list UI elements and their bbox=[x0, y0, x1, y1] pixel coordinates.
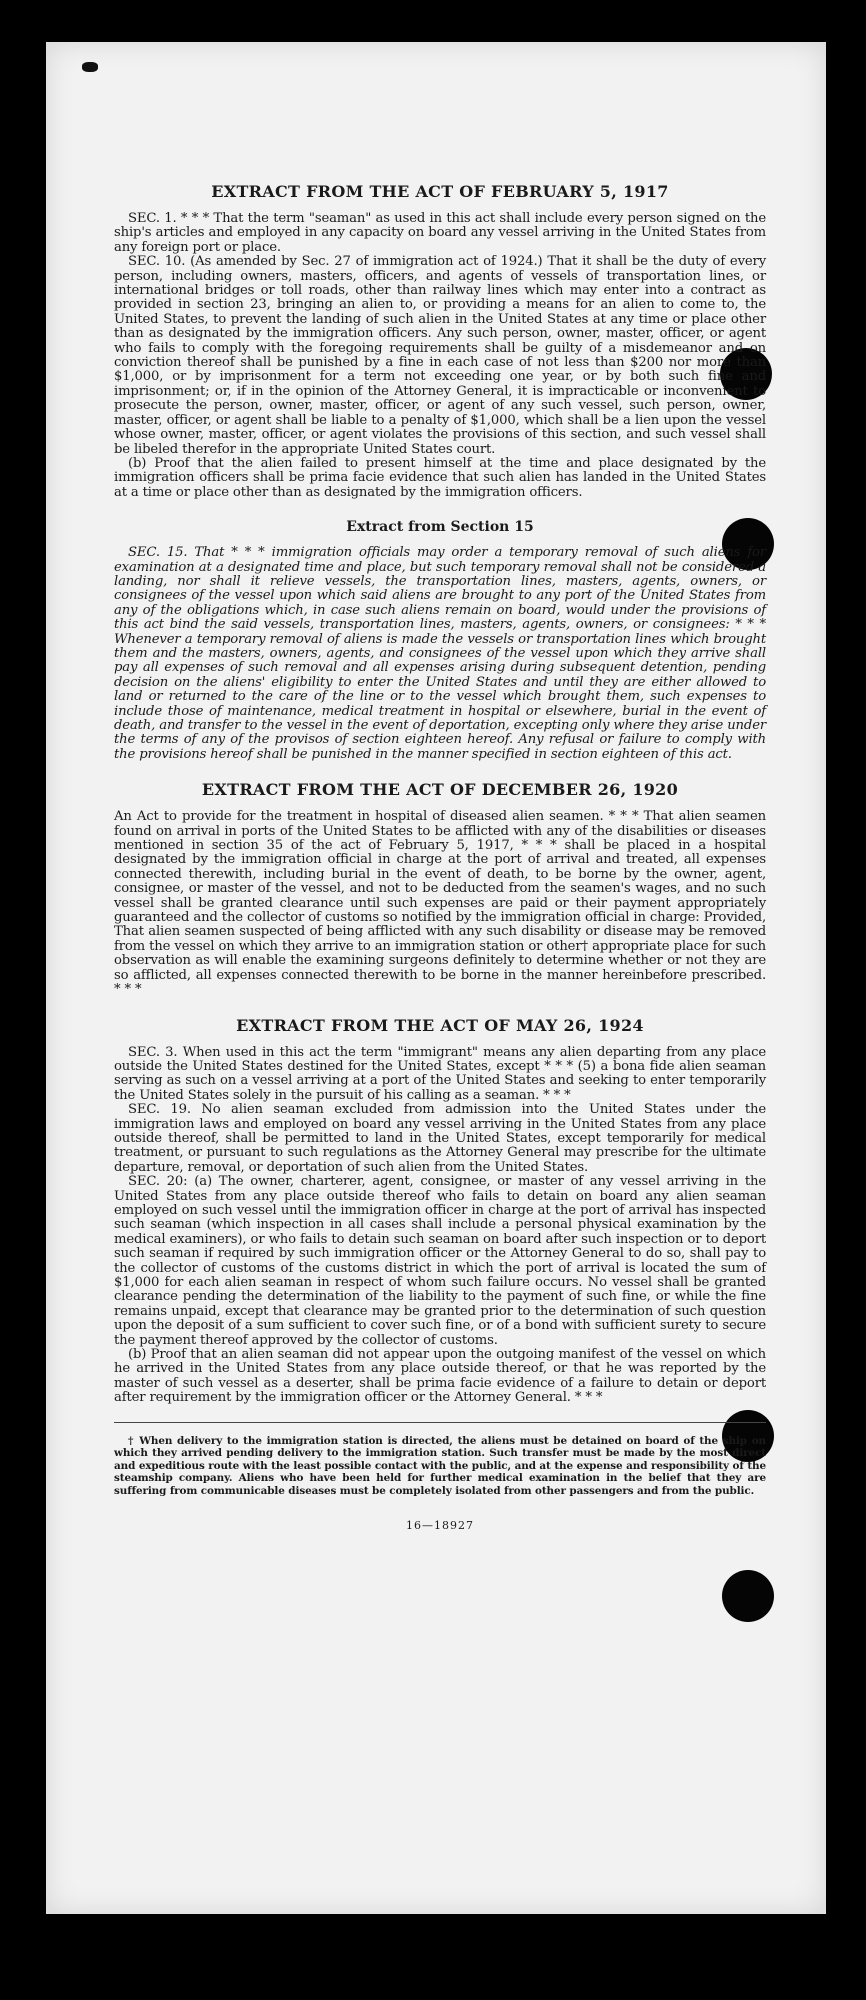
footnote: † When delivery to the immigration station is directed, the aliens must be detained on board of the ship on which they arrived pending delivery to the immigration station. Such transfer must be made by the most direct and expeditious route with the least possible contact with the public, and at the expense and responsibility of the steamship company. Aliens who have been held for further medical examination in the belief that they are suffering from communicable diseases must be completely isolated from other passengers and from the public. bbox=[114, 1434, 766, 1497]
punch-hole-4 bbox=[722, 1570, 774, 1622]
footnote-divider bbox=[114, 1422, 766, 1423]
paragraph-sec-10-b: (b) Proof that the alien failed to present himself at the time and place designated by the immigration officers shall be prima facie evidence that such alien has landed in the United States at a time or place other than as designated by the immigration officers. bbox=[114, 455, 766, 500]
document-page bbox=[46, 42, 826, 1914]
paragraph-sec-1: SEC. 1. * * * That the term "seaman" as used in this act shall include every person signed on the ship's articles and employed in any capacity on board any vessel arriving in the United States from any foreign port or place. bbox=[114, 211, 766, 255]
document-body bbox=[114, 182, 766, 1532]
heading-section-15: Extract from Section 15 bbox=[346, 519, 534, 536]
paragraph-sec-20-a: SEC. 20: (a) The owner, charterer, agent, consignee, or master of any vessel arriving in the United States from any place outside thereof who fails to detain on board any alien seaman employed on such vessel until the immigration officer in charge at the port of arrival has inspected such seaman (which inspection in all cases shall include a personal physical examination by the medical examiners), or who fails to detain such seaman on board after such inspection or to deport such seaman if required by such immigration officer or the Attorney General to do so, shall pay to the collector of customs of the customs district in which the port of arrival is located the sum of $1,000 for each alien seaman in respect of whom such failure occurs. No vessel shall be granted clearance pending the determination of the liability to the payment of such fine, or while the fine remains unpaid, except that clearance may be granted prior to the determination of such question upon the deposit of a sum sufficient to cover such fine, or of a bond with sufficient surety to secure the payment thereof approved by the collector of customs. bbox=[114, 1174, 766, 1348]
paragraph-sec-15: SEC. 15. That * * * immigration officials may order a temporary removal of such aliens for examination at a designated time and place, but such temporary removal shall not be considered a landing, nor shall it relieve vessels, the transportation lines, masters, agents, owners, or consignees of the vessel upon which said aliens are brought to any port of the United States from any of the obligations which, in case such aliens remain on board, would under the provisions of this act bind the said vessels, transportation lines, masters, agents, owners, or consignees: * * * Whenever a temporary removal of aliens is made the vessels or transportation lines which brought them and the masters, owners, agents, and consignees of the vessel upon which they arrive shall pay all expenses of such removal and all expenses arising during subsequent detention, pending decision on the aliens' eligibility to enter the United States and until they are either allowed to land or returned to the care of the line or to the vessel which brought them, such expenses to include those of maintenance, medical treatment in hospital or elsewhere, burial in the event of death, and transfer to the vessel in the event of deportation, excepting only where they arise under the terms of any of the provisos of section eighteen hereof. Any refusal or failure to comply with the provisions hereof shall be punished in the manner specified in section eighteen of this act. bbox=[114, 545, 766, 762]
heading-act-dec-1920: EXTRACT FROM THE ACT OF DECEMBER 26, 1920 bbox=[201, 780, 679, 800]
heading-act-feb-1917: EXTRACT FROM THE ACT OF FEBRUARY 5, 1917 bbox=[211, 182, 669, 201]
paragraph-sec-19: SEC. 19. No alien seaman excluded from admission into the United States under the immigration laws and employed on board any vessel arriving in the United States from any place outside thereof, shall be permitted to land in the United States, except temporarily for medical treatment, or pursuant to such regulations as the Attorney General may prescribe for the ultimate departure, removal, or deportation of such alien from the United States. bbox=[114, 1102, 766, 1175]
paragraph-sec-20-b: (b) Proof that an alien seaman did not appear upon the outgoing manifest of the vessel on which he arrived in the United States from any place outside thereof, or that he was reported by the master of such vessel as a deserter, shall be prima facie evidence of a failure to detain or deport after requirement by the immigration officer or the Attorney General. * * * bbox=[114, 1347, 766, 1406]
paragraph-act-1920: An Act to provide for the treatment in hospital of diseased alien seamen. * * * That alien seamen found on arrival in ports of the United States to be afflicted with any of the disabilities or diseases mentioned in section 35 of the act of February 5, 1917, * * * shall be placed in a hospital designated by the immigration official in charge at the port of arrival and treated, all expenses connected therewith, including burial in the event of death, to be borne by the owner, agent, consignee, or master of the vessel, and not to be deducted from the seamen's wages, and no such vessel shall be granted clearance until such expenses are paid or their payment appropriately guaranteed and the collector of customs so notified by the immigration official in charge: Provided, That alien seamen suspected of being afflicted with any such disability or disease may be removed from the vessel on which they arrive to an immigration station or other† appropriate place for such observation as will enable the examining surgeons definitely to determine whether or not they are so afflicted, all expenses connected therewith to be borne in the manner hereinbefore prescribed. * * * bbox=[114, 809, 766, 998]
heading-act-may-1924: EXTRACT FROM THE ACT OF MAY 26, 1924 bbox=[236, 1015, 644, 1035]
paragraph-sec-3: SEC. 3. When used in this act the term "immigrant" means any alien departing from any place outside the United States destined for the United States, except * * * (5) a bona fide alien seaman serving as such on a vessel arriving at a port of the United States and seeking to enter temporarily the United States solely in the pursuit of his calling as a seaman. * * * bbox=[114, 1044, 766, 1103]
paragraph-sec-10: SEC. 10. (As amended by Sec. 27 of immigration act of 1924.) That it shall be the duty of every person, including owners, masters, officers, and agents of vessels of transportation lines, or international bridges or toll roads, other than railway lines which may enter into a contract as provided in section 23, bringing an alien to, or providing a means for an alien to come to, the United States, to prevent the landing of such alien in the United States at any time or place other than as designated by the immigration officers. Any such person, owner, master, officer, or agent who fails to comply with the foregoing requirements shall be guilty of a misdemeanor and on conviction thereof shall be punished by a fine in each case of not less than $200 nor more than $1,000, or by imprisonment for a term not exceeding one year, or by both such fine and imprisonment; or, if in the opinion of the Attorney General, it is impracticable or inconvenient to prosecute the person, owner, master, officer, or agent of any such vessel, such person, owner, master, officer, or agent shall be liable to a penalty of $1,000, which shall be a lien upon the vessel whose owner, master, officer, or agent violates the provisions of this section, and such vessel shall be libeled therefor in the appropriate United States court. bbox=[114, 254, 766, 457]
ink-speck bbox=[82, 62, 98, 72]
page-number: 16—18927 bbox=[406, 1519, 474, 1533]
